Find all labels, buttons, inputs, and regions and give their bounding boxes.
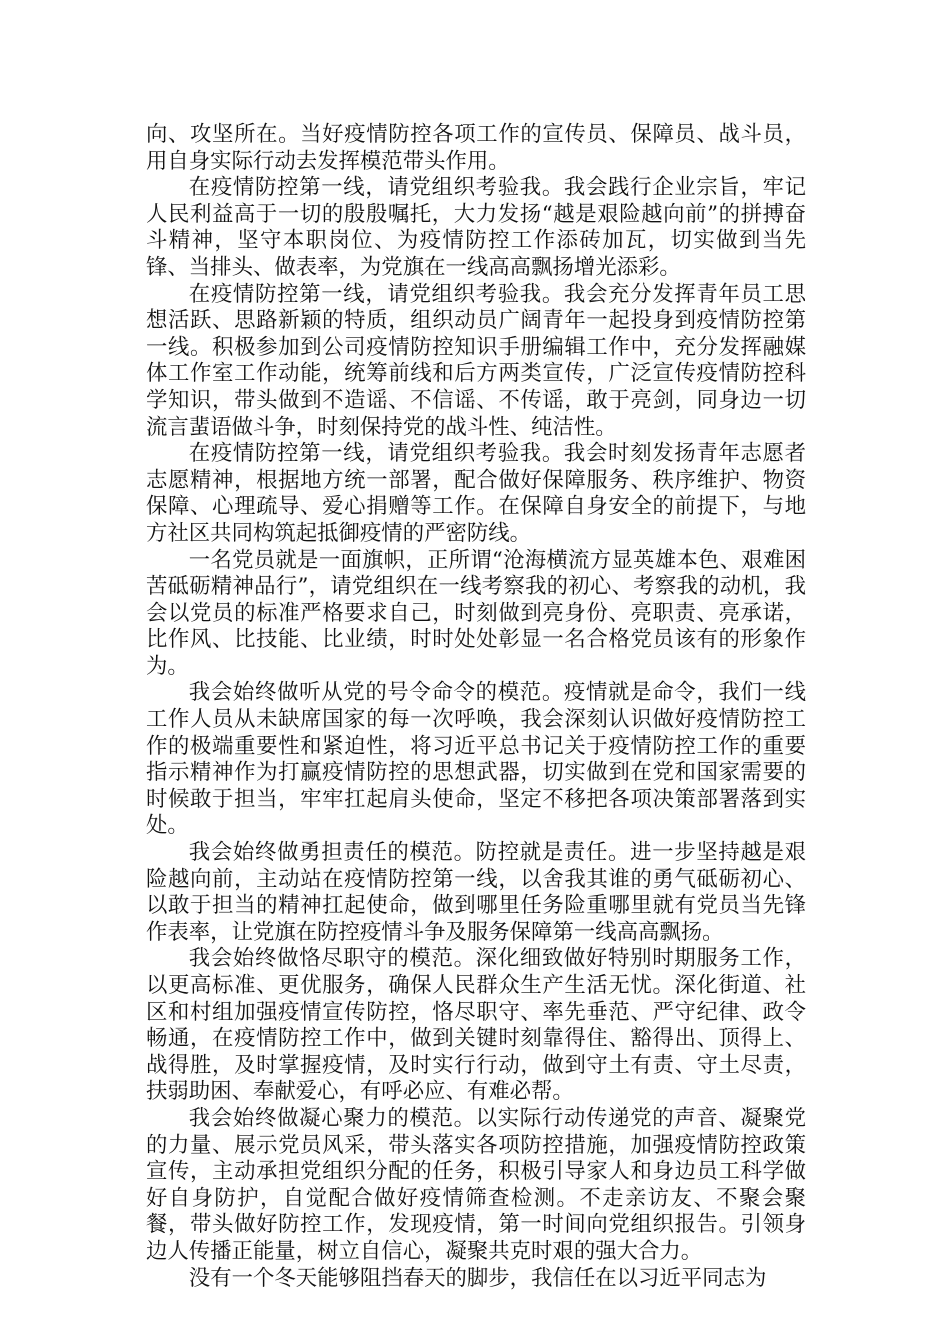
paragraph-3: 在疫情防控第一线，请党组织考验我。我会充分发挥青年员工思想活跃、思路新颖的特质，组织动员广阔青年一起投身到疫情防控第一线。积极参加到公司疫情防控知识手册编辑工作中，充分发挥融媒体工作室工作动能，统筹前线和后方两类宣传，广泛宣传疫情防控科学知识，带头做到不造谣、不信谣、不传谣，敢于亮剑，同身边一切流言蜚语做斗争，时刻保持党的战斗性、纯洁性。 (146, 281, 806, 440)
paragraph-4: 在疫情防控第一线，请党组织考验我。我会时刻发扬青年志愿者志愿精神，根据地方统一部署，配合做好保障服务、秩序维护、物资保障、心理疏导、爱心捐赠等工作。在保障自身安全的前提下，与地方社区共同构筑起抵御疫情的严密防线。 (146, 441, 806, 546)
paragraph-9: 我会始终做凝心聚力的模范。以实际行动传递党的声音、凝聚党的力量、展示党员风采，带头落实各项防控措施，加强疫情防控政策宣传，主动承担党组织分配的任务，积极引导家人和身边员工科学做好自身防护，自觉配合做好疫情筛查检测。不走亲访友、不聚会聚餐，带头做好防控工作，发现疫情，第一时间向党组织报告。引领身边人传播正能量，树立自信心，凝聚共克时艰的强大合力。 (146, 1105, 806, 1264)
paragraph-6: 我会始终做听从党的号令命令的模范。疫情就是命令，我们一线工作人员从未缺席国家的每一次呼唤，我会深刻认识做好疫情防控工作的极端重要性和紧迫性，将习近平总书记关于疫情防控工作的重要指示精神作为打赢疫情防控的思想武器，切实做到在党和国家需要的时候敢于担当，牢牢扛起肩头使命，坚定不移把各项决策部署落到实处。 (146, 680, 806, 839)
paragraph-1: 向、攻坚所在。当好疫情防控各项工作的宣传员、保障员、战斗员，用自身实际行动去发挥模范带头作用。 (146, 122, 806, 174)
paragraph-2: 在疫情防控第一线，请党组织考验我。我会践行企业宗旨，牢记人民利益高于一切的殷殷嘱托，大力发扬“越是艰险越向前”的拼搏奋斗精神，坚守本职岗位、为疫情防控工作添砖加瓦，切实做到当先锋、当排头、做表率，为党旗在一线高高飘扬增光添彩。 (146, 175, 806, 280)
paragraph-5: 一名党员就是一面旗帜，正所谓“沧海横流方显英雄本色、艰难困苦砥砺精神品行”，请党组织在一线考察我的初心、考察我的动机，我会以党员的标准严格要求自己，时刻做到亮身份、亮职责、亮承诺，比作风、比技能、比业绩，时时处处彰显一名合格党员该有的形象作为。 (146, 547, 806, 679)
paragraph-10: 没有一个冬天能够阻挡春天的脚步，我信任在以习近平同志为 (188, 1265, 767, 1291)
paragraph-8: 我会始终做恪尽职守的模范。深化细致做好特别时期服务工作，以更高标准、更优服务，确保人民群众生产生活无忧。深化街道、社区和村组加强疫情宣传防控，恪尽职守、率先垂范、严守纪律、政令畅通，在疫情防控工作中，做到关键时刻靠得住、豁得出、顶得上、战得胜，及时掌握疫情，及时实行行动，做到守土有责、守土尽责，扶弱助困、奉献爱心，有呼必应、有难必帮。 (146, 946, 806, 1105)
paragraph-7: 我会始终做勇担责任的模范。防控就是责任。进一步坚持越是艰险越向前，主动站在疫情防控第一线，以舍我其谁的勇气砥砺初心、以敢于担当的精神扛起使命，做到哪里任务险重哪里就有党员当先锋作表率，让党旗在防控疫情斗争及服务保障第一线高高飘扬。 (146, 840, 806, 945)
document-body (146, 122, 806, 1292)
